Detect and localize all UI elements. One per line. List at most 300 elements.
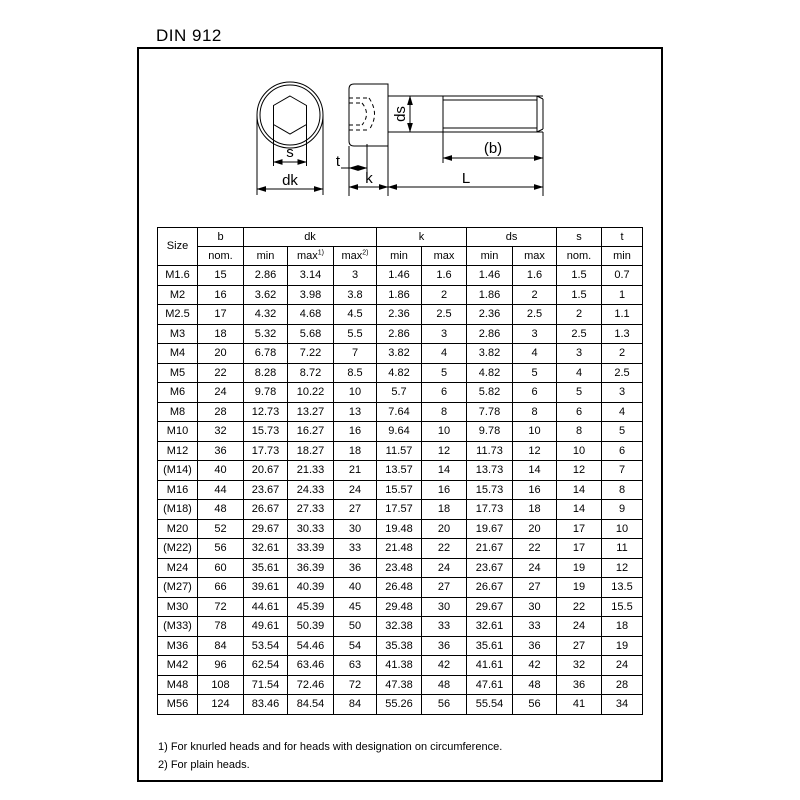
table-cell: 10 bbox=[422, 422, 467, 442]
table-cell: 18 bbox=[334, 441, 377, 461]
table-cell: 11.57 bbox=[377, 441, 422, 461]
table-cell: 9.78 bbox=[244, 383, 288, 403]
table-row bbox=[158, 305, 643, 325]
table-cell: 2.36 bbox=[467, 305, 513, 325]
table-cell: 63 bbox=[334, 656, 377, 676]
dim-label-k: k bbox=[365, 170, 373, 187]
table-cell: 29.67 bbox=[244, 519, 288, 539]
table-row bbox=[158, 500, 643, 520]
table-cell: 23.67 bbox=[244, 480, 288, 500]
table-cell: 3.82 bbox=[377, 344, 422, 364]
table-cell: 42 bbox=[513, 656, 557, 676]
table-cell: 4.5 bbox=[334, 305, 377, 325]
table-cell: 3 bbox=[602, 383, 643, 403]
table-row bbox=[158, 597, 643, 617]
table-cell: 8 bbox=[557, 422, 602, 442]
hex-socket-front bbox=[274, 96, 307, 134]
table-cell: 9 bbox=[602, 500, 643, 520]
table-row bbox=[158, 656, 643, 676]
table-cell: 54 bbox=[334, 636, 377, 656]
table-cell: 22 bbox=[513, 539, 557, 559]
table-subheader: min bbox=[377, 247, 422, 266]
table-cell: 12 bbox=[422, 441, 467, 461]
table-row bbox=[158, 402, 643, 422]
dim-label-dk: dk bbox=[282, 172, 298, 189]
table-cell: 2.86 bbox=[467, 324, 513, 344]
table-subheader: min bbox=[467, 247, 513, 266]
table-cell: 71.54 bbox=[244, 675, 288, 695]
table-cell: 21.48 bbox=[377, 539, 422, 559]
table-cell: 15 bbox=[198, 266, 244, 286]
table-cell: 23.48 bbox=[377, 558, 422, 578]
table-cell: 6 bbox=[513, 383, 557, 403]
table-cell: 11.73 bbox=[467, 441, 513, 461]
table-cell: 1.6 bbox=[513, 266, 557, 286]
table-cell: 4 bbox=[557, 363, 602, 383]
table-cell: 55.26 bbox=[377, 695, 422, 715]
table-cell: 2.36 bbox=[377, 305, 422, 325]
table-cell: 30 bbox=[334, 519, 377, 539]
table-cell: 14 bbox=[513, 461, 557, 481]
table-cell: 20 bbox=[513, 519, 557, 539]
table-cell: 84.54 bbox=[288, 695, 334, 715]
table-row bbox=[158, 480, 643, 500]
table-cell: 2 bbox=[602, 344, 643, 364]
table-cell: 10 bbox=[513, 422, 557, 442]
table-cell: 47.38 bbox=[377, 675, 422, 695]
table-cell: 32.61 bbox=[244, 539, 288, 559]
table-cell: 40 bbox=[334, 578, 377, 598]
shank-outline bbox=[388, 96, 543, 132]
table-cell: 96 bbox=[198, 656, 244, 676]
table-cell: 41 bbox=[557, 695, 602, 715]
table-cell: 1.46 bbox=[467, 266, 513, 286]
table-subheader: nom. bbox=[557, 247, 602, 266]
table-cell: 84 bbox=[198, 636, 244, 656]
table-cell: 36 bbox=[198, 441, 244, 461]
table-cell: 32.38 bbox=[377, 617, 422, 637]
table-cell: 50.39 bbox=[288, 617, 334, 637]
table-cell: M30 bbox=[158, 597, 198, 617]
table-cell: 17.73 bbox=[467, 500, 513, 520]
table-header-group: dk bbox=[244, 228, 377, 247]
table-cell: 16 bbox=[422, 480, 467, 500]
table-cell: M12 bbox=[158, 441, 198, 461]
table-cell: 29.67 bbox=[467, 597, 513, 617]
table-row bbox=[158, 617, 643, 637]
table-cell: 26.67 bbox=[467, 578, 513, 598]
table-cell: 32 bbox=[198, 422, 244, 442]
table-cell: 84 bbox=[334, 695, 377, 715]
table-cell: 72.46 bbox=[288, 675, 334, 695]
table-cell: 13.73 bbox=[467, 461, 513, 481]
table-cell: 5.5 bbox=[334, 324, 377, 344]
table-cell: 1.1 bbox=[602, 305, 643, 325]
table-cell: 1.6 bbox=[422, 266, 467, 286]
table-cell: 33 bbox=[513, 617, 557, 637]
table-cell: 14 bbox=[557, 480, 602, 500]
table-cell: 7.64 bbox=[377, 402, 422, 422]
table-cell: 42 bbox=[422, 656, 467, 676]
table-cell: 40.39 bbox=[288, 578, 334, 598]
table-cell: 4.82 bbox=[377, 363, 422, 383]
table-cell: 1.86 bbox=[467, 285, 513, 305]
table-cell: 45 bbox=[334, 597, 377, 617]
table-cell: 29.48 bbox=[377, 597, 422, 617]
table-cell: M3 bbox=[158, 324, 198, 344]
table-row bbox=[158, 344, 643, 364]
table-row bbox=[158, 383, 643, 403]
table-cell: 24 bbox=[198, 383, 244, 403]
table-header-group: k bbox=[377, 228, 467, 247]
table-cell: 34 bbox=[602, 695, 643, 715]
table-cell: 53.54 bbox=[244, 636, 288, 656]
table-cell: 35.61 bbox=[244, 558, 288, 578]
table-cell: 49.61 bbox=[244, 617, 288, 637]
table-cell: 33 bbox=[422, 617, 467, 637]
table-cell: 3.82 bbox=[467, 344, 513, 364]
table-subheader: min bbox=[244, 247, 288, 266]
table-cell: 3 bbox=[422, 324, 467, 344]
table-cell: 35.38 bbox=[377, 636, 422, 656]
table-cell: M36 bbox=[158, 636, 198, 656]
table-cell: 12 bbox=[557, 461, 602, 481]
table-cell: 15.73 bbox=[244, 422, 288, 442]
table-cell: 28 bbox=[602, 675, 643, 695]
table-subheader: nom. bbox=[198, 247, 244, 266]
table-cell: 19 bbox=[557, 558, 602, 578]
table-cell: 41.38 bbox=[377, 656, 422, 676]
table-cell: 6.78 bbox=[244, 344, 288, 364]
table-subheader: max bbox=[422, 247, 467, 266]
table-cell: 1.3 bbox=[602, 324, 643, 344]
table-header-group: t bbox=[602, 228, 643, 247]
table-cell: 6 bbox=[602, 441, 643, 461]
table-cell: 18.27 bbox=[288, 441, 334, 461]
table-cell: 124 bbox=[198, 695, 244, 715]
table-cell: 8 bbox=[422, 402, 467, 422]
table-cell: 24 bbox=[557, 617, 602, 637]
table-cell: (M22) bbox=[158, 539, 198, 559]
table-cell: 50 bbox=[334, 617, 377, 637]
dim-label-ds: ds bbox=[392, 106, 409, 122]
table-cell: 20 bbox=[198, 344, 244, 364]
table-cell: 63.46 bbox=[288, 656, 334, 676]
table-cell: 78 bbox=[198, 617, 244, 637]
table-cell: 2 bbox=[422, 285, 467, 305]
table-cell: 24.33 bbox=[288, 480, 334, 500]
table-cell: 19 bbox=[557, 578, 602, 598]
table-cell: 10 bbox=[334, 383, 377, 403]
table-cell: 3 bbox=[513, 324, 557, 344]
table-cell: 22 bbox=[557, 597, 602, 617]
table-subheader: max bbox=[513, 247, 557, 266]
table-cell: 26.67 bbox=[244, 500, 288, 520]
table-cell: 12.73 bbox=[244, 402, 288, 422]
table-subheader: $\max^{2)}$ bbox=[334, 247, 377, 266]
table-row bbox=[158, 519, 643, 539]
table-cell: 2.86 bbox=[377, 324, 422, 344]
table-cell: 7.78 bbox=[467, 402, 513, 422]
table-cell: 5 bbox=[602, 422, 643, 442]
table-cell: (M14) bbox=[158, 461, 198, 481]
table-cell: 35.61 bbox=[467, 636, 513, 656]
table-cell: 27.33 bbox=[288, 500, 334, 520]
table-cell: 10 bbox=[602, 519, 643, 539]
table-cell: 5 bbox=[422, 363, 467, 383]
dim-label-s: s bbox=[286, 144, 294, 161]
table-cell: M48 bbox=[158, 675, 198, 695]
table-cell: 20.67 bbox=[244, 461, 288, 481]
table-cell: 28 bbox=[198, 402, 244, 422]
table-cell: 8 bbox=[602, 480, 643, 500]
table-cell: 1.5 bbox=[557, 266, 602, 286]
table-cell: 21 bbox=[334, 461, 377, 481]
table-cell: 12 bbox=[602, 558, 643, 578]
technical-drawing bbox=[240, 58, 570, 208]
table-cell: 16 bbox=[513, 480, 557, 500]
table-cell: 30 bbox=[422, 597, 467, 617]
table-row bbox=[158, 636, 643, 656]
table-cell: 48 bbox=[198, 500, 244, 520]
table-row bbox=[158, 539, 643, 559]
table-cell: 7 bbox=[602, 461, 643, 481]
table-cell: 18 bbox=[422, 500, 467, 520]
table-row bbox=[158, 695, 643, 715]
table-cell: 83.46 bbox=[244, 695, 288, 715]
table-row bbox=[158, 675, 643, 695]
table-cell: 21.67 bbox=[467, 539, 513, 559]
table-cell: 33 bbox=[334, 539, 377, 559]
table-row bbox=[158, 461, 643, 481]
dimension-t bbox=[341, 144, 367, 172]
thread-lines bbox=[443, 96, 537, 132]
table-cell: 30.33 bbox=[288, 519, 334, 539]
table-cell: M20 bbox=[158, 519, 198, 539]
table-cell: 4 bbox=[602, 402, 643, 422]
table-cell: 2 bbox=[557, 305, 602, 325]
table-cell: 56 bbox=[198, 539, 244, 559]
table-cell: 3.14 bbox=[288, 266, 334, 286]
table-cell: 13.27 bbox=[288, 402, 334, 422]
table-cell: (M33) bbox=[158, 617, 198, 637]
table-cell: 9.78 bbox=[467, 422, 513, 442]
table-cell: 2.86 bbox=[244, 266, 288, 286]
table-cell: 5.7 bbox=[377, 383, 422, 403]
table-cell: 13.5 bbox=[602, 578, 643, 598]
table-cell: 44.61 bbox=[244, 597, 288, 617]
table-cell: 18 bbox=[513, 500, 557, 520]
table-cell: 3 bbox=[334, 266, 377, 286]
table-cell: 55.54 bbox=[467, 695, 513, 715]
table-cell: 36.39 bbox=[288, 558, 334, 578]
table-cell: 22 bbox=[198, 363, 244, 383]
table-cell: M8 bbox=[158, 402, 198, 422]
table-cell: 40 bbox=[198, 461, 244, 481]
table-cell: 23.67 bbox=[467, 558, 513, 578]
head-outline bbox=[349, 84, 388, 146]
table-row bbox=[158, 363, 643, 383]
table-cell: 3 bbox=[557, 344, 602, 364]
table-cell: 36 bbox=[557, 675, 602, 695]
table-cell: 3.98 bbox=[288, 285, 334, 305]
table-cell: 11 bbox=[602, 539, 643, 559]
table-cell: 2 bbox=[513, 285, 557, 305]
dim-label-t: t bbox=[335, 153, 341, 170]
table-cell: 15.73 bbox=[467, 480, 513, 500]
table-header-group: ds bbox=[467, 228, 557, 247]
table-cell: 10.22 bbox=[288, 383, 334, 403]
table-cell: 1.86 bbox=[377, 285, 422, 305]
table-cell: 22 bbox=[422, 539, 467, 559]
table-cell: 17.57 bbox=[377, 500, 422, 520]
table-header-size: Size bbox=[158, 228, 198, 266]
table-cell: 4 bbox=[513, 344, 557, 364]
table-cell: M56 bbox=[158, 695, 198, 715]
table-cell: 7 bbox=[334, 344, 377, 364]
table-cell: 2.5 bbox=[602, 363, 643, 383]
table-cell: 54.46 bbox=[288, 636, 334, 656]
table-header-group: s bbox=[557, 228, 602, 247]
table-cell: 19 bbox=[602, 636, 643, 656]
table-cell: 9.64 bbox=[377, 422, 422, 442]
table-cell: M5 bbox=[158, 363, 198, 383]
table-cell: 14 bbox=[422, 461, 467, 481]
footnotes bbox=[158, 738, 502, 774]
table-cell: 15.5 bbox=[602, 597, 643, 617]
table-cell: 1.46 bbox=[377, 266, 422, 286]
table-cell: 17 bbox=[557, 519, 602, 539]
table-cell: 27 bbox=[557, 636, 602, 656]
table-cell: 10 bbox=[557, 441, 602, 461]
table-row bbox=[158, 266, 643, 286]
table-cell: 4.32 bbox=[244, 305, 288, 325]
table-row bbox=[158, 441, 643, 461]
table-cell: (M18) bbox=[158, 500, 198, 520]
table-cell: M2.5 bbox=[158, 305, 198, 325]
table-cell: 18 bbox=[602, 617, 643, 637]
table-cell: 5.68 bbox=[288, 324, 334, 344]
table-cell: 24 bbox=[513, 558, 557, 578]
table-cell: 17 bbox=[198, 305, 244, 325]
table-cell: 3.62 bbox=[244, 285, 288, 305]
table-cell: 36 bbox=[513, 636, 557, 656]
table-cell: 32.61 bbox=[467, 617, 513, 637]
table-cell: 48 bbox=[513, 675, 557, 695]
table-cell: 6 bbox=[422, 383, 467, 403]
table-cell: 1 bbox=[602, 285, 643, 305]
table-cell: 5 bbox=[557, 383, 602, 403]
table-row bbox=[158, 578, 643, 598]
head-outer-circle bbox=[257, 82, 323, 148]
table-cell: 26.48 bbox=[377, 578, 422, 598]
table-cell: 56 bbox=[422, 695, 467, 715]
table-cell: 17.73 bbox=[244, 441, 288, 461]
table-row bbox=[158, 324, 643, 344]
table-cell: M2 bbox=[158, 285, 198, 305]
table-cell: 19.67 bbox=[467, 519, 513, 539]
table-cell: 66 bbox=[198, 578, 244, 598]
table-cell: 5.32 bbox=[244, 324, 288, 344]
head-chamfer-circle bbox=[260, 85, 320, 145]
table-subheader: $\max^{1)}$ bbox=[288, 247, 334, 266]
table-cell: 2.5 bbox=[422, 305, 467, 325]
table-cell: 24 bbox=[422, 558, 467, 578]
table-cell: 47.61 bbox=[467, 675, 513, 695]
head-front-view bbox=[257, 82, 323, 148]
table-cell: 7.22 bbox=[288, 344, 334, 364]
table-cell: 48 bbox=[422, 675, 467, 695]
table-cell: M4 bbox=[158, 344, 198, 364]
table-cell: 56 bbox=[513, 695, 557, 715]
table-row bbox=[158, 422, 643, 442]
table-cell: 2.5 bbox=[557, 324, 602, 344]
table-cell: M1.6 bbox=[158, 266, 198, 286]
table-cell: (M27) bbox=[158, 578, 198, 598]
table-cell: M16 bbox=[158, 480, 198, 500]
table-cell: 62.54 bbox=[244, 656, 288, 676]
table-cell: M42 bbox=[158, 656, 198, 676]
table-cell: 30 bbox=[513, 597, 557, 617]
table-cell: 24 bbox=[334, 480, 377, 500]
table-cell: 18 bbox=[198, 324, 244, 344]
spec-table bbox=[157, 227, 643, 715]
table-cell: 36 bbox=[334, 558, 377, 578]
table-cell: 39.61 bbox=[244, 578, 288, 598]
table-cell: 19.48 bbox=[377, 519, 422, 539]
table-cell: 20 bbox=[422, 519, 467, 539]
table-cell: 27 bbox=[422, 578, 467, 598]
table-cell: 14 bbox=[557, 500, 602, 520]
table-cell: M6 bbox=[158, 383, 198, 403]
table-cell: 33.39 bbox=[288, 539, 334, 559]
table-cell: 13.57 bbox=[377, 461, 422, 481]
table-cell: 5.82 bbox=[467, 383, 513, 403]
table-cell: 13 bbox=[334, 402, 377, 422]
table-cell: 108 bbox=[198, 675, 244, 695]
table-cell: 3.8 bbox=[334, 285, 377, 305]
table-cell: 16.27 bbox=[288, 422, 334, 442]
table-cell: 15.57 bbox=[377, 480, 422, 500]
table-cell: 4 bbox=[422, 344, 467, 364]
table-cell: 52 bbox=[198, 519, 244, 539]
dim-label-L: L bbox=[461, 170, 471, 187]
table-cell: 12 bbox=[513, 441, 557, 461]
table-cell: 5 bbox=[513, 363, 557, 383]
page-title: DIN 912 bbox=[156, 26, 222, 45]
table-cell: 8.5 bbox=[334, 363, 377, 383]
footnote-2: 2) For plain heads. bbox=[158, 759, 250, 771]
table-cell: 16 bbox=[198, 285, 244, 305]
table-cell: 41.61 bbox=[467, 656, 513, 676]
table-cell: 6 bbox=[557, 402, 602, 422]
table-cell: 4.68 bbox=[288, 305, 334, 325]
table-cell: 32 bbox=[557, 656, 602, 676]
table-cell: 2.5 bbox=[513, 305, 557, 325]
footnote-1: 1) For knurled heads and for heads with designation on circumference. bbox=[158, 741, 503, 753]
table-cell: 60 bbox=[198, 558, 244, 578]
screw-side-view bbox=[349, 84, 543, 146]
table-cell: 8 bbox=[513, 402, 557, 422]
table-cell: 8.28 bbox=[244, 363, 288, 383]
table-cell: 16 bbox=[334, 422, 377, 442]
table-row bbox=[158, 558, 643, 578]
table-cell: 45.39 bbox=[288, 597, 334, 617]
table-cell: M10 bbox=[158, 422, 198, 442]
table-cell: 0.7 bbox=[602, 266, 643, 286]
table-cell: 1.5 bbox=[557, 285, 602, 305]
table-cell: 17 bbox=[557, 539, 602, 559]
